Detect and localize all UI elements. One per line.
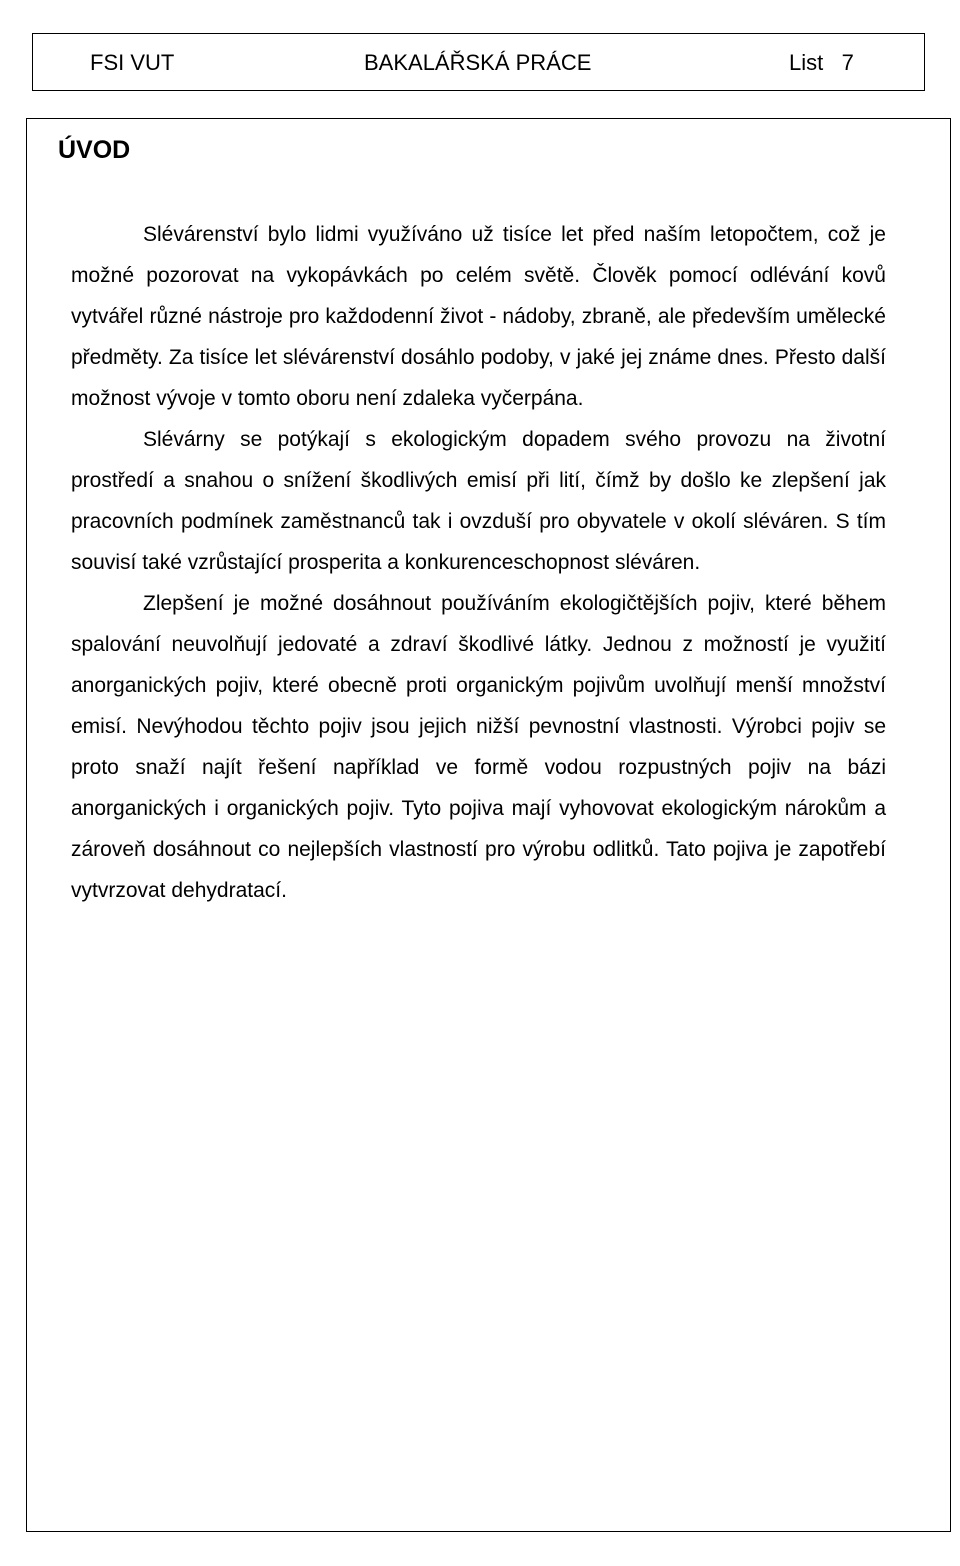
paragraph: Slévárenství bylo lidmi využíváno už tisíce let před naším letopočtem, což je možné pozorovat na vykopávkách po celém světě. Člověk pomocí odlévání kovů vytvářel různé nástroje pro každodenní život - nádoby, zbraně, ale především umělecké předměty. Za tisíce let slévárenství dosáhlo podoby, v jaké jej známe dnes. Přesto další možnost vývoje v tomto oboru není zdaleka vyčerpána. <box>71 223 886 410</box>
paragraph: Slévárny se potýkají s ekologickým dopadem svého provozu na životní prostředí a snahou o snížení škodlivých emisí při lití, čímž by došlo ke zlepšení jak pracovních podmínek zaměstnanců tak i ovzduší pro obyvatele v okolí sléváren. S tím souvisí také vzrůstající prosperita a konkurenceschopnost sléváren. <box>71 428 886 574</box>
paragraph: Zlepšení je možné dosáhnout používáním ekologičtějších pojiv, které během spalování neuvolňují jedovaté a zdraví škodlivé látky. Jednou z možností je využití anorganických pojiv, které obecně proti organickým pojivům uvolňují menší množství emisí. Nevýhodou těchto pojiv jsou jejich nižší pevnostní vlastnosti. Výrobci pojiv se proto snaží najít řešení například ve formě vodou rozpustných pojiv na bázi anorganických i organických pojiv. Tyto pojiva mají vyhovovat ekologickým nárokům a zároveň dosáhnout co nejlepších vlastností pro výrobu odlitků. Tato pojiva je zapotřebí vytvrzovat dehydratací. <box>71 592 886 902</box>
header-institution: FSI VUT <box>90 50 175 75</box>
section-title: ÚVOD <box>58 136 131 164</box>
header-page-number: List 7 <box>789 50 854 75</box>
header-document-type: BAKALÁŘSKÁ PRÁCE <box>364 50 592 75</box>
body-text <box>71 214 886 911</box>
page-header <box>32 33 925 91</box>
